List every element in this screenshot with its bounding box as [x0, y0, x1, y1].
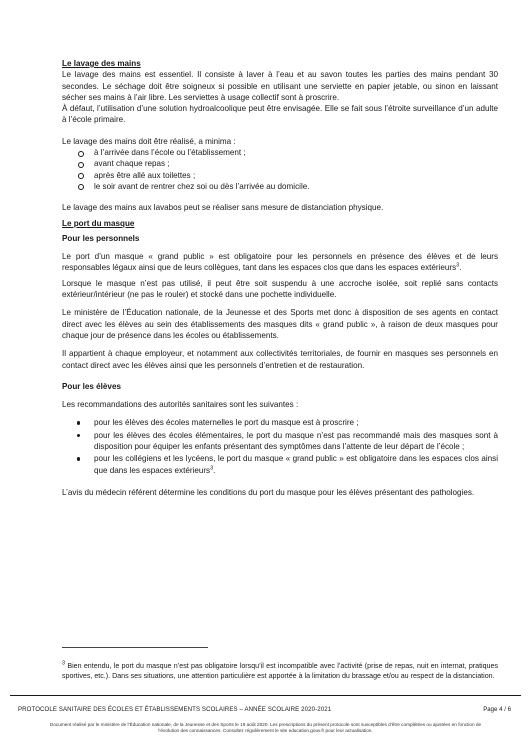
eleves-list — [62, 417, 498, 475]
page-content — [62, 58, 498, 498]
paragraph: Le ministère de l’Éducation nationale, de la Jeunesse et des Sports met donc à disposition de ses agents en contact direct avec les élèves au sein des établissements des masques dits « grand public », à raison de deux masques pour chaque jour de présence dans les écoles ou établissements. — [62, 308, 498, 340]
paragraph: Le lavage des mains aux lavabos peut se réaliser sans mesure de distanciation physique. — [62, 203, 384, 213]
footnote-ref: 3 — [210, 464, 214, 471]
list-item: après être allé aux toilettes ; — [76, 170, 498, 181]
list-intro: Les recommandations des autorités sanitaires sont les suivantes : — [62, 400, 299, 410]
paragraph: À défaut, l’utilisation d’une solution hydroalcoolique peut être envisagée. Elle se fait sous l’étroite surveillance d’un adulte à l’école primaire. — [62, 104, 498, 125]
list-item: pour les élèves des écoles maternelles le port du masque est à proscrire ; — [74, 417, 498, 428]
footnote-number: 3 — [62, 660, 66, 667]
paragraph: Lorsque le masque n’est pas utilisé, il peut être soit suspendu à une accroche isolée, soit replié sans contacts extérieur/intérieur (ne pas le rouler) et stocké dans une pochette individuelle. — [62, 278, 498, 300]
subheading-eleves: Pour les élèves — [62, 381, 121, 391]
list-item: pour les élèves des écoles élémentaires, le port du masque n’est pas recommandé mais des masques sont à disposition pour équiper les enfants présentant des symptômes dans l’attente de leur départ de l’école ; — [74, 430, 498, 453]
paragraph: L’avis du médecin référent détermine les conditions du port du masque pour les élèves présentant des pathologies. — [62, 487, 475, 497]
footer-title: PROTOCOLE SANITAIRE DES ÉCOLES ET ÉTABLISSEMENTS SCOLAIRES – ANNÉE SCOLAIRE 2020-2021 — [18, 706, 332, 713]
footer-note: Document réalisé par le ministère de l’Éducation nationale, de la Jeunesse et des Sports le 19 août 2020. Les prescriptions du présent protocole sont susceptibles d’être complétées ou ajustées en fonction de l’évolution des connaissances. Consultez régulièrement le site education.gouv.fr pour leur actualisation. — [49, 722, 482, 734]
footer-divider — [10, 695, 521, 696]
list-item: pour les collégiens et les lycéens, le port du masque « grand public » est obligatoire dans les espaces clos ainsi que dans les espaces extérieurs$^3$. — [74, 453, 498, 476]
subheading-personnels: Pour les personnels — [62, 233, 140, 243]
paragraph: Le port d’un masque « grand public » est obligatoire pour les personnels en présence des élèves et de leurs responsables légaux ainsi que de leurs collègues, tant dans les espaces clos que dans les espaces extérieurs$^3$. — [62, 252, 498, 273]
lavage-list — [62, 147, 498, 192]
list-intro: Le lavage des mains doit être réalisé, a minima : — [62, 136, 236, 146]
paragraph: Le lavage des mains est essentiel. Il consiste à laver à l’eau et au savon toutes les parties des mains pendant 30 secondes. Le séchage doit être soigneux si possible en utilisant une serviette en papier jetable, ou sinon en laissant sécher ses mains à l’air libre. Les serviettes à usage collectif sont à proscrire. — [62, 70, 498, 102]
section-heading-masque: Le port du masque — [62, 218, 135, 228]
footnote-ref: 3 — [456, 262, 460, 269]
paragraph: Il appartient à chaque employeur, et notamment aux collectivités territoriales, de fournir en masques ses personnels en contact direct avec les élèves ainsi que les personnels d’entretien et de restauration. — [62, 349, 498, 370]
footnote-divider — [62, 647, 208, 648]
page-number: Page 4 / 6 — [483, 706, 511, 713]
list-item: à l’arrivée dans l’école ou l’établissement ; — [76, 147, 498, 158]
section-heading-lavage: Le lavage des mains — [62, 59, 141, 68]
list-item: avant chaque repas ; — [76, 158, 498, 169]
list-item: le soir avant de rentrer chez soi ou dès l’arrivée au domicile. — [76, 181, 498, 192]
footnote: $^3$ Bien entendu, le port du masque n’est pas obligatoire lorsqu’il est incompatible avec l’activité (prise de repas, nuit en internat, pratiques sportives, etc.). Dans ses situations, une attention particulière est apportée à la limitation du brassage et/ou au respect de la distanciation. — [62, 660, 498, 680]
